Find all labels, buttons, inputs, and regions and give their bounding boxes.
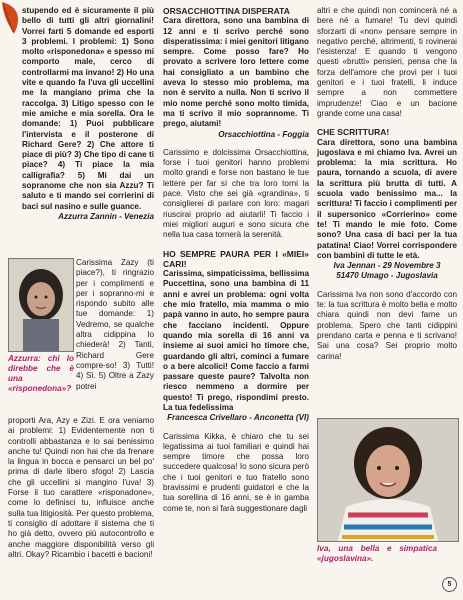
caption-azzurra: Azzurra: chi lo direbbe che è una «risponedona»? [8,354,74,393]
girl-portrait-icon [9,259,73,351]
reply-azzurra-part1: Carissima Zazy (ti piace?), ti ringrazio per i complimenti e per i sopranno-mi e rispondo subito alle tue domande: 1) Vedremo, se qualche altra cidippina lo chiederà! 2) Tanti, Richard Gere compre-so! 3) Tutti! 4) Sì. 5) Oltre a Zazy potrei [76,258,154,391]
column-2 [163,6,309,514]
column-1 [22,6,154,222]
reply-iva: Carissima Iva non sono d'accordo con te: la tua scrittura è molto bella e molto chiara quindi non devi farne un problema. Spero che tanti cidippini prendano carta e penna e ti scrivano! Sai una cosa? Sei proprio molto carina! [317,289,457,361]
photo-iva [317,418,459,542]
reply-francesca-continued: altri e che quindi non comincerà né a bere né a fumare! Tu devi quindi sforzarti di «non» pensare sempre in negativo perché, altrimenti, ti rovinerai l'esistenza! E quando ti vengono questi «brutti» pensieri, pensa che la forza dell'amore che provi per i tuoi genitori e i tuoi fratelli, li induce sempre a non commettere imprudenze! Ciao e un bacione grande come una casa! [317,6,457,118]
signature-orsacchiottina: Orsacchiottina - Foggia [218,129,309,139]
reply-orsacchiottina: Carissimo e dolcissima Orsacchiottina, forse i tuoi genitori hanno problemi molto grandi e forse non bastano le tue lettere per far sì che tra loro torni la pace. Visto che sei già «grandina», ti consiglierei di parlare con loro: magari riuscirai proprio ad aiutarli! Ti faccio i miei migliori auguri e sono sicura che nella tua casa tornerà la serenità. [163,147,309,240]
signature-iva-line2: 51470 Umago - Jugoslavia [336,271,438,281]
reply-francesca: Carissima Kikka, è chiaro che tu sei legatissima ai tuoi familiari e quindi hai sempre timore che possa loro succedere qualcosa! Io sono sicura però che i tuoi genitori e tuo fratello sono bravissimi e prudenti guidatori e che la tua sorellina di 16 anni, se è in gamba come te, non si farà suggestionare dagli [163,431,309,513]
heading-paura: HO SEMPRE PAURA PER I «MIEI» CARI! [163,248,309,269]
reply-azzurra-bottom-box [8,416,154,560]
signature-azzurra: Azzurra Zannin - Venezia [58,211,154,221]
caption-iva-box [317,544,437,564]
letter-orsacchiottina: Cara direttora, sono una bambina di 12 anni e ti scrivo perché sono disperatissima: i miei genitori litigano sempre. Come posso fare? Ho provato a scrivere loro lettere come hai consigliato a un bambino che aveva lo stesso mio problema, ma non è servito a nulla. Non ti scrivo il mio nome perché sono molto timida, ma ti scrivo il mio soprannome. Ti prego, aiutami! [163,16,309,129]
leaf-icon [0,0,24,40]
signature-francesca: Francesca Crivellaro - Anconetta (VI) [167,413,309,423]
heading-scrittura: CHE SCRITTURA! [317,127,390,138]
caption-azzurra-box [8,354,74,394]
reply-azzurra-part2: proporti Ara, Azy e Zizi. E ora veniamo ai problemi: 1) Evidentemente non ti controlli abbastanza e lo sai benissimo anche tu! Quindi non hai che da frenare la lingua in bocca e pensarci un bel po' prima di darle libero sfogo! 2) Lascia che gli uccellini si mangino l'uva! 3) Forse il tuo carattere «risponadone», come lo definisci tu, influisce anche sulla tua litigiosità. Per questo problema, ti consiglio di adottare il sistema che ti ho già detto, ovvero più autocontrollo e anche maggiore disponibilità verso gli altri. Okay? Ricambio i bacetti e bacioni! [8,416,154,559]
page-number: 5 [442,577,457,592]
photo-azzurra [8,258,74,352]
reply-azzurra-side [76,258,154,392]
letter-iva: Cara direttora, sono una bambina jugoslava e mi chiamo Iva. Avrei un problema: la mia scrittura. Ho paura, tornando a scuola, di avere la scrittura più brutta di tutti. A scuola vado benissimo ma... la scrittura! Ti faccio i complimenti per il supersonico «Corrierino» come te! Ti mando le mie foto. Come sono? Una casa di baci per la tua patatina! Ciao! Vorrei corrispondere con bambini di tutte le età. [317,137,457,260]
caption-iva: Iva, una bella e simpatica «jugoslavina». [317,544,437,563]
column-3 [317,6,457,362]
letter-azzurra: stupendo ed è sicuramente il più bello di tutti gli altri giornalini! Vorrei farti 5 domande ed esporti 3 problemi. I problemi: 1) Sono molto «risponedona» e spesso mi comporto male, cerco di controllarmi ma invano! 2) Ho una vite e quando fa l'uva gli uccellini me la mangiano prima che la raccolga. 3) Litigo spesso con le mie amiche e mia sorella. Ora le domande: 1) Puoi pubblicare l'intervista e il posterone di Richard Gere? 2) Che attore ti piace di più? 3) Che tipo di cane ti piace? 4) Ti piace la mia calligrafia? 5) Mi dai un sopranome che non sia Azzu? Ti saluto e ti mando sei corrierini di baci sul nasino e sulle guance. [22,6,154,211]
girl-portrait-icon [318,419,458,541]
heading-orsacchiottina: ORSACCHIOTTINA DISPERATA [163,6,290,16]
letter-francesca: Carissima, simpaticissima, bellissima Puccettina, sono una bambina di 11 anni e avrei un problema: ogni volta che mio fratello, mia mamma o mio papà vanno in auto, ho sempre paura che facciano incidenti. Oppure quando mia sorella di 16 anni va insieme ai suoi amici ho timore che, guardando gli altri, cominci a fumare o a bere alcolici! Come faccio a farmi passare queste paure? Talvolta non riesco nemmeno a dormire per questo! Ti prego, rispondimi presto. La tua fedelissima [163,269,309,412]
signature-iva-line1: Iva Jennan - 29 Novembre 3 [333,261,441,271]
